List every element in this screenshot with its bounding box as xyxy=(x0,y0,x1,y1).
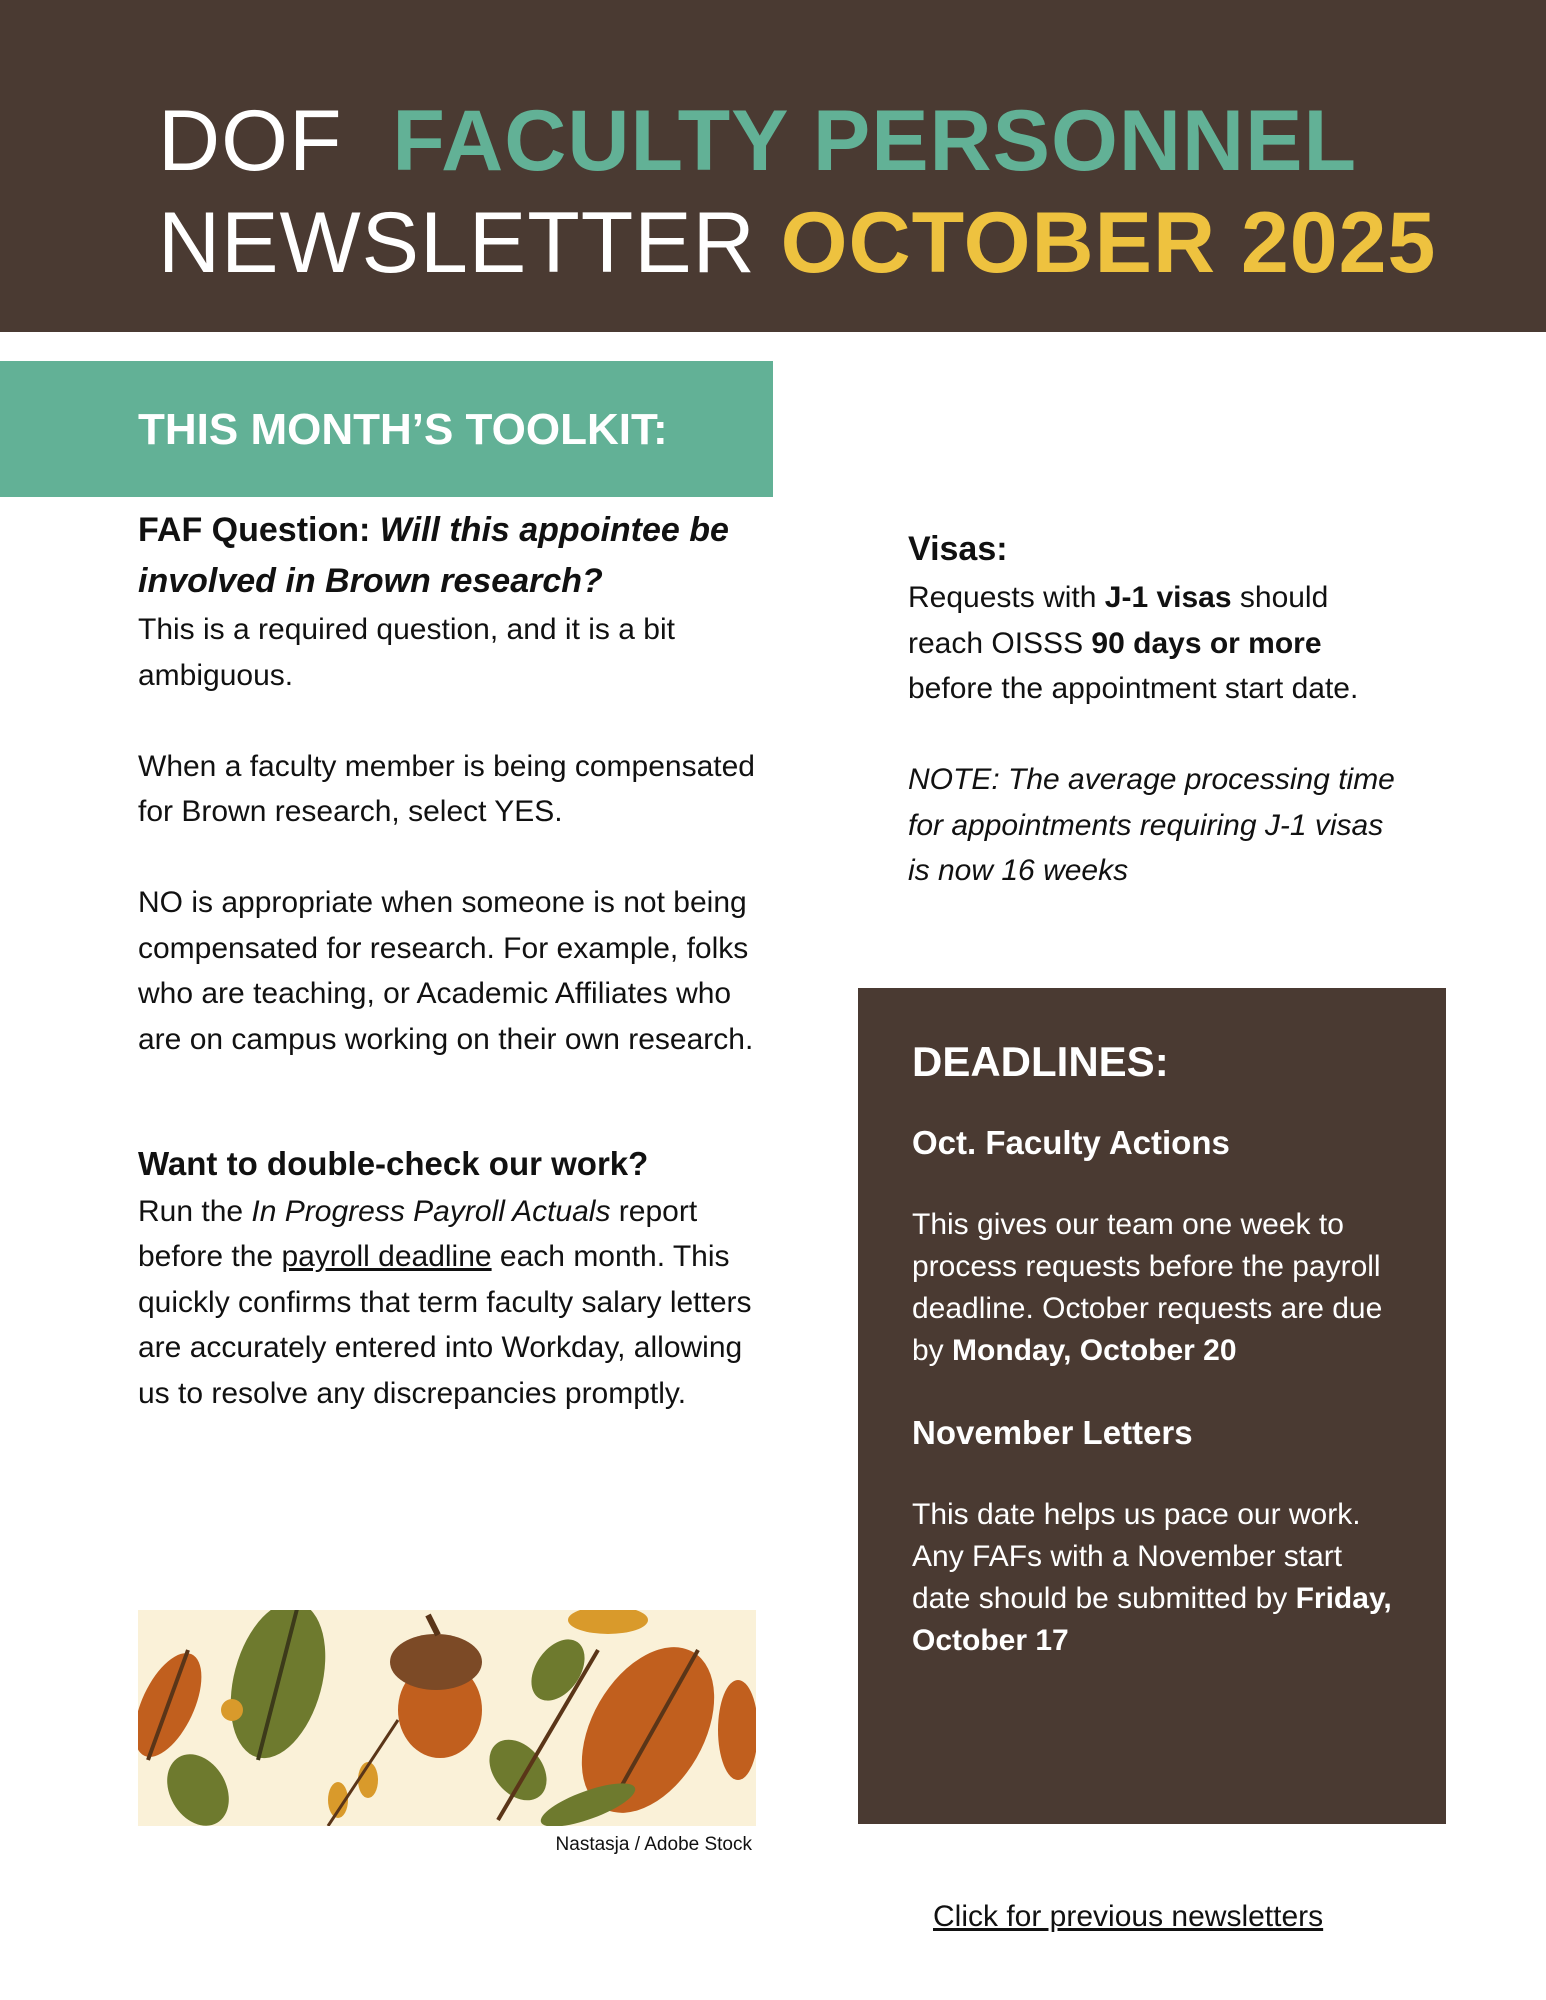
header-banner xyxy=(0,0,1546,332)
payroll-deadline-link[interactable]: payroll deadline xyxy=(281,1240,492,1273)
faf-paragraph-1: This is a required question, and it is a bit ambiguous. xyxy=(138,613,675,692)
oct-faculty-actions-heading: Oct. Faculty Actions xyxy=(912,1124,1230,1161)
leaves-illustration xyxy=(138,1610,756,1826)
visas-j1: J-1 visas xyxy=(1104,581,1232,614)
november-letters-text xyxy=(912,1494,1402,1662)
visas-text-2: should reach OISSS xyxy=(908,581,1329,660)
visas-text-1: Requests with xyxy=(908,581,1105,614)
title-dof: DOF xyxy=(158,93,343,189)
toolkit-title: THIS MONTH’S TOOLKIT: xyxy=(138,405,668,454)
autumn-leaves-image xyxy=(138,1610,756,1826)
faf-paragraph-3: NO is appropriate when someone is not being compensated for research. For example, folks who are teaching, or Academic Affiliates who are on campus working on their own research. xyxy=(138,886,754,1056)
left-column xyxy=(138,505,758,1416)
oct-text: This gives our team one week to process requests before the payroll deadline. October requests are due by xyxy=(912,1208,1383,1367)
visas-text-3: before the appointment start date. xyxy=(908,672,1359,705)
previous-newsletters-link[interactable]: Click for previous newsletters xyxy=(933,1900,1324,1933)
faf-question-heading xyxy=(138,505,758,607)
nov-due-date: Friday, October 17 xyxy=(912,1582,1392,1657)
oct-faculty-actions-text xyxy=(912,1204,1402,1372)
title-faculty-personnel: FACULTY PERSONNEL xyxy=(392,93,1358,189)
right-column xyxy=(908,524,1408,894)
double-check-heading: Want to double-check our work? xyxy=(138,1144,649,1182)
faf-paragraph-2: When a faculty member is being compensated for Brown research, select YES. xyxy=(138,749,755,828)
visas-heading: Visas: xyxy=(908,530,1008,568)
faf-question-label: FAF Question: xyxy=(138,511,371,549)
visas-note: NOTE: The average processing time for appointments requiring J-1 visas is now 16 weeks xyxy=(908,763,1395,887)
double-check-text-3: each month. This quickly confirms that term faculty salary letters are accurately entered into Workday, allowing us to resolve any discrepancies promptly. xyxy=(138,1240,752,1410)
oct-due-date: Monday, October 20 xyxy=(952,1334,1237,1367)
double-check-text-1: Run the xyxy=(138,1194,252,1228)
image-credit: Nastasja / Adobe Stock xyxy=(555,1834,752,1855)
november-letters-heading: November Letters xyxy=(912,1414,1193,1451)
visas-paragraph xyxy=(908,575,1408,712)
report-name: In Progress Payroll Actuals xyxy=(251,1194,611,1228)
title-date: OCTOBER 2025 xyxy=(780,195,1437,291)
toolkit-banner xyxy=(0,361,773,497)
deadlines-box xyxy=(858,988,1446,1824)
nov-text: This date helps us pace our work. Any FAFs with a November start date should be submitted by xyxy=(912,1498,1361,1615)
visas-90-days: 90 days or more xyxy=(1091,626,1322,660)
title-newsletter: NEWSLETTER xyxy=(158,195,756,291)
title-line-1 xyxy=(158,93,1358,189)
title-line-2 xyxy=(158,195,1437,291)
faf-question-text: Will this appointee be involved in Brown research? xyxy=(138,511,729,600)
double-check-text-2: report before the xyxy=(138,1194,698,1273)
deadlines-title: DEADLINES: xyxy=(912,1038,1169,1085)
double-check-paragraph xyxy=(138,1189,758,1417)
